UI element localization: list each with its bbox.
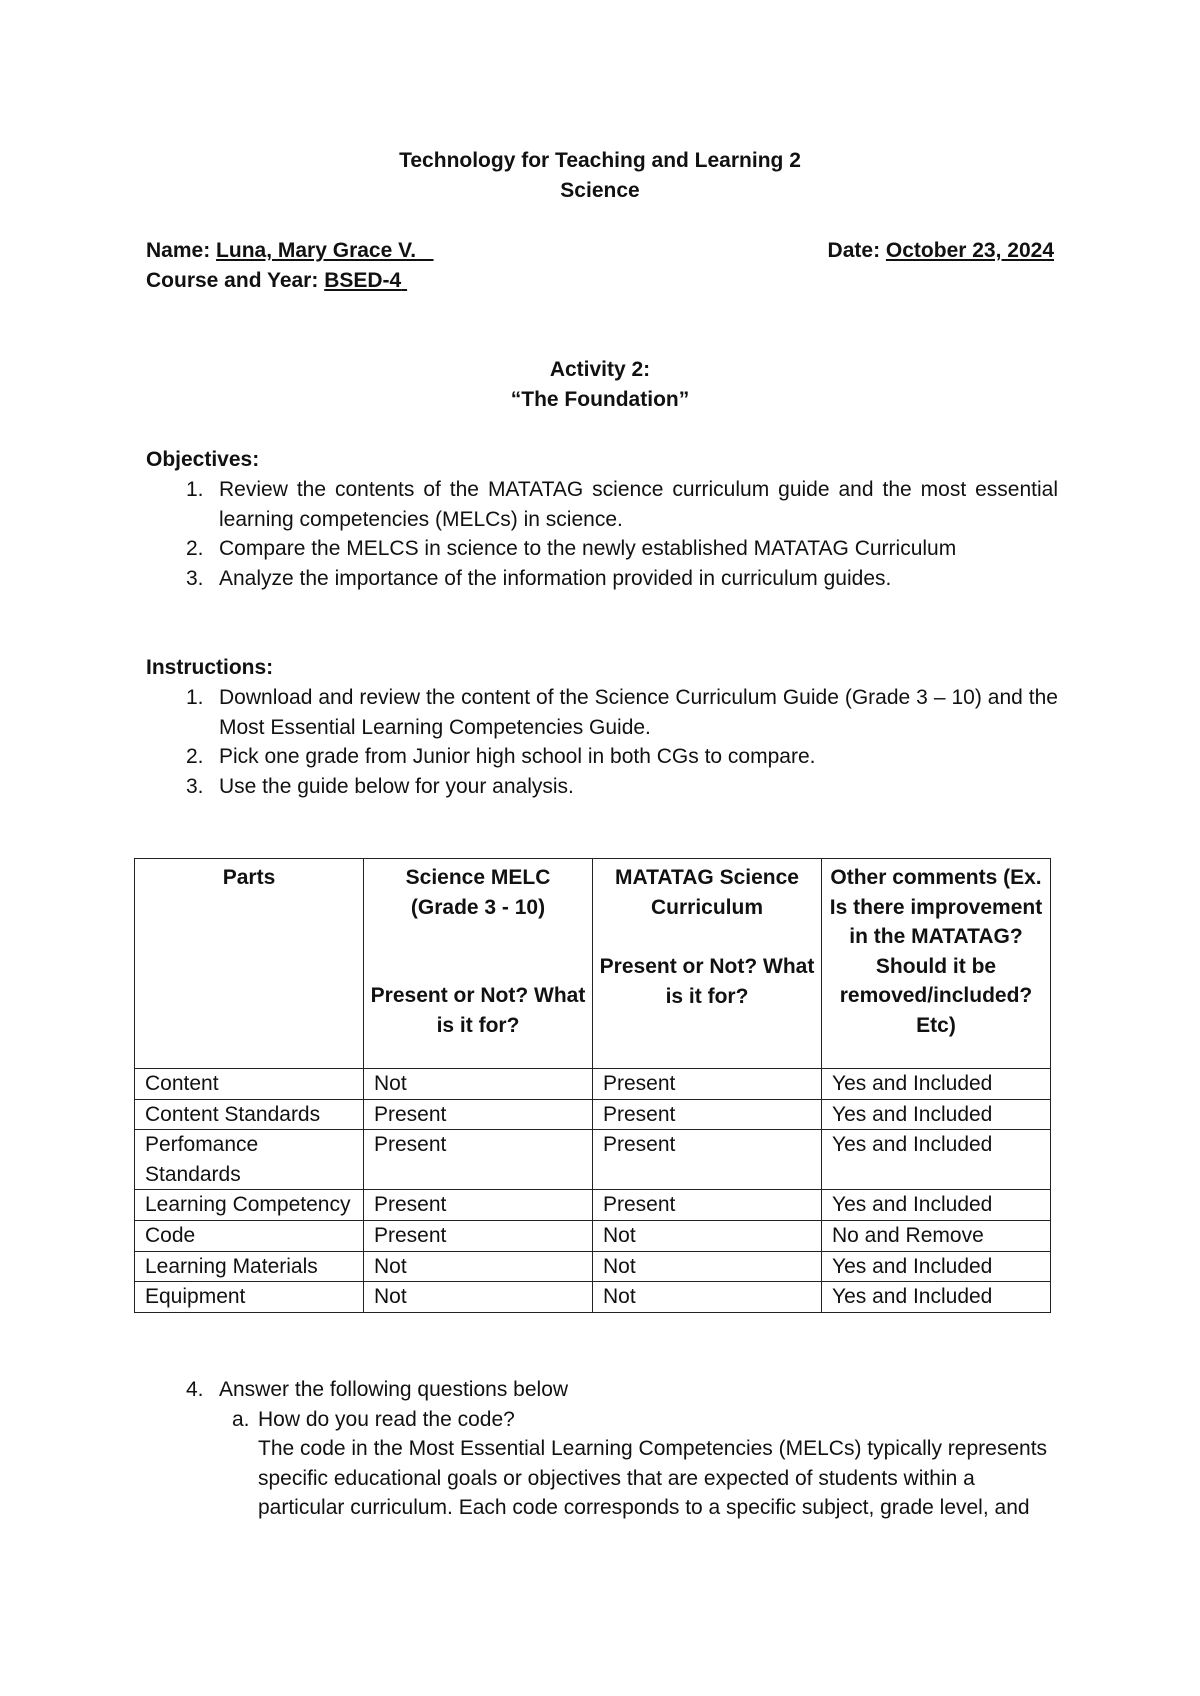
analysis-table bbox=[134, 858, 1051, 1313]
objectives-list bbox=[146, 475, 1058, 593]
date-line bbox=[828, 236, 1054, 266]
header-comments: Other comments (Ex. Is there improvement in the MATATAG? Should it be removed/included? Etc) bbox=[822, 859, 1051, 1069]
name-value: Luna, Mary Grace V. bbox=[216, 239, 417, 262]
table-row: Content Not Present Yes and Included bbox=[135, 1069, 1051, 1100]
instructions-list bbox=[146, 683, 1058, 801]
table-row: Perfomance Standards Present Present Yes and Included bbox=[135, 1130, 1051, 1190]
answer-paragraph: The code in the Most Essential Learning Competencies (MELCs) typically represents specific educational goals or objectives that are expected of students within a particular curriculum. Each code corresponds to a specific subject, grade level, and bbox=[258, 1437, 1048, 1520]
instructions-heading: Instructions: bbox=[146, 656, 274, 679]
subject-title: Science bbox=[560, 178, 640, 202]
list-item: 1. Download and review the content of the Science Curriculum Guide (Grade 3 – 10) and the Most Essential Learning Competencies Guide. bbox=[186, 686, 1058, 739]
title-block bbox=[0, 146, 1200, 205]
list-item: 2. Compare the MELCS in science to the newly established MATATAG Curriculum bbox=[186, 537, 957, 561]
table-row: Equipment Not Not Yes and Included bbox=[135, 1282, 1051, 1313]
course-underline-pad bbox=[401, 269, 407, 292]
course-title: Technology for Teaching and Learning 2 bbox=[399, 149, 801, 172]
header-matatag: MATATAG Science Curriculum Present or Not? What is it for? bbox=[593, 859, 822, 1069]
table-row: Content Standards Present Present Yes and Included bbox=[135, 1099, 1051, 1130]
list-item: 3. Use the guide below for your analysis. bbox=[186, 774, 574, 798]
course-line bbox=[146, 266, 407, 296]
table-row: Learning Materials Not Not Yes and Included bbox=[135, 1251, 1051, 1282]
name-line bbox=[146, 236, 434, 266]
list-item: 2. Pick one grade from Junior high school in both CGs to compare. bbox=[186, 745, 816, 769]
activity-title: “The Foundation” bbox=[510, 387, 690, 411]
activity-heading bbox=[0, 355, 1200, 414]
header-melc: Science MELC (Grade 3 - 10) Present or Not? What is it for? bbox=[364, 859, 593, 1069]
table-row: Code Present Not No and Remove bbox=[135, 1220, 1051, 1251]
questions-section bbox=[146, 1375, 1058, 1523]
activity-label: Activity 2: bbox=[549, 358, 651, 381]
name-label: Name: bbox=[146, 239, 211, 262]
objectives-heading: Objectives: bbox=[146, 448, 260, 471]
question-a: a. How do you read the code? bbox=[232, 1407, 515, 1431]
table-header-row bbox=[135, 859, 1051, 1069]
date-value: October 23, 2024 bbox=[885, 239, 1054, 262]
list-item: 1. Review the contents of the MATATAG science curriculum guide and the most essential learning competencies (MELCs) in science. bbox=[186, 478, 1058, 531]
name-underline-pad bbox=[416, 239, 434, 262]
header-parts: Parts bbox=[135, 859, 364, 1069]
course-value: BSED-4 bbox=[324, 269, 402, 292]
question-item-4: 4. Answer the following questions below bbox=[186, 1378, 569, 1401]
course-label: Course and Year: bbox=[146, 269, 319, 292]
list-item: 3. Analyze the importance of the information provided in curriculum guides. bbox=[186, 566, 892, 590]
table-row: Learning Competency Present Present Yes and Included bbox=[135, 1190, 1051, 1221]
date-label: Date: bbox=[827, 239, 881, 262]
